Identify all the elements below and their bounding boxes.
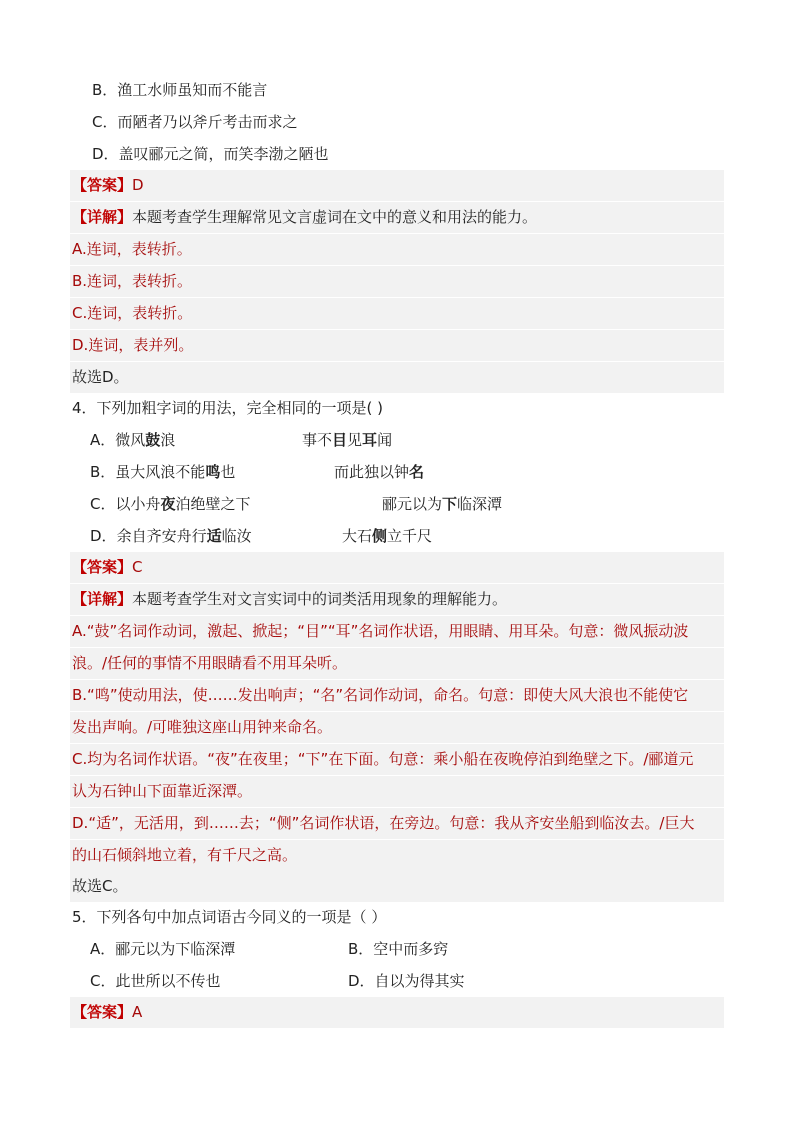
q4-option-c-second [382, 489, 502, 520]
q5-stem: 5．下列各句中加点词语古今同义的一项是（ ） [72, 908, 387, 926]
option-text: 泊绝壁之下 [175, 495, 251, 513]
q5-option-b: B．空中而多窍 [348, 940, 449, 958]
option-text: 临深潭 [457, 495, 503, 513]
q4-explain-a-2: 浪。/任何的事情不用眼睛看不用耳朵听。 [70, 648, 724, 679]
option-label: B． [90, 463, 116, 481]
bold-word: 鸣 [205, 463, 221, 481]
q4-option-a-second [302, 425, 392, 456]
bold-word: 鼓 [145, 431, 161, 449]
q5-options-row-2 [70, 966, 724, 997]
q3-explain-d: D.连词，表并列。 [70, 330, 724, 361]
detail-tag: 【详解】 [72, 208, 133, 226]
q4-option-c [70, 489, 724, 520]
answer-tag: 【答案】 [72, 176, 133, 194]
option-label: D． [90, 527, 117, 545]
detail-text: 本题考查学生理解常见文言虚词在文中的意义和用法的能力。 [132, 208, 538, 226]
option-label: C． [90, 495, 116, 513]
q4-explain-d-2: 的山石倾斜地立着，有千尺之高。 [70, 840, 724, 871]
q3-detail [70, 202, 724, 233]
option-text: 浪 [160, 431, 176, 449]
answer-value: A [132, 1003, 143, 1021]
q3-option-b: B．渔工水师虽知而不能言 [92, 81, 268, 99]
option-text: 虽大风浪不能 [115, 463, 206, 481]
option-label: A． [90, 431, 116, 449]
q5-answer [70, 997, 724, 1028]
q4-option-b [70, 457, 724, 488]
bold-word: 侧 [372, 527, 388, 545]
q5-options-row-1 [70, 934, 724, 965]
q4-explain-b-2: 发出声响。/可唯独这座山用钟来命名。 [70, 712, 724, 743]
answer-value: D [132, 176, 144, 194]
bold-word: 目 [332, 431, 348, 449]
bold-word: 夜 [160, 495, 176, 513]
bold-word: 适 [206, 527, 222, 545]
q4-explain-d-1: D.“适”，无活用，到……去；“侧”名词作状语，在旁边。句意：我从齐安坐船到临汝去。/巨大 [70, 808, 724, 839]
detail-tag: 【详解】 [72, 590, 133, 608]
q4-explain-c-2: 认为石钟山下面靠近深潭。 [70, 776, 724, 807]
option-text: 事不 [302, 431, 333, 449]
q4-option-a [70, 425, 724, 456]
q4-detail [70, 584, 724, 615]
option-text: 见 [347, 431, 363, 449]
q3-explain-a: A.连词，表转折。 [70, 234, 724, 265]
option-text: 而此独以钟 [334, 463, 410, 481]
q5-option-d: D．自以为得其实 [348, 972, 465, 990]
q4-option-b-second [334, 457, 424, 488]
option-text: 以小舟 [115, 495, 161, 513]
answer-tag: 【答案】 [72, 1003, 133, 1021]
option-text: 微风 [115, 431, 146, 449]
q4-conclusion: 故选C。 [70, 871, 724, 902]
option-text: 大石 [342, 527, 373, 545]
bold-word: 下 [442, 495, 458, 513]
q4-explain-b-1: B.“鸣”使动用法，使……发出响声；“名”名词作动词，命名。句意：即使大风大浪也不能使它 [70, 680, 724, 711]
bold-word: 名 [409, 463, 425, 481]
option-text: 也 [220, 463, 236, 481]
option-text: 郦元以为 [382, 495, 443, 513]
q3-explain-c: C.连词，表转折。 [70, 298, 724, 329]
q5-option-a: A．郦元以为下临深潭 [90, 940, 236, 958]
q3-option-d: D．盖叹郦元之简，而笑李渤之陋也 [92, 145, 329, 163]
q4-option-d [70, 521, 724, 552]
q3-option-c: C．而陋者乃以斧斤考击而求之 [92, 113, 298, 131]
q4-explain-c-1: C.均为名词作状语。“夜”在夜里；“下”在下面。句意：乘小船在夜晚停泊到绝壁之下。/郦道元 [70, 744, 724, 775]
q4-option-d-second [342, 521, 432, 552]
detail-text: 本题考查学生对文言实词中的词类活用现象的理解能力。 [132, 590, 508, 608]
q4-answer [70, 552, 724, 583]
q3-answer [70, 170, 724, 201]
q5-option-c: C．此世所以不传也 [90, 972, 221, 990]
bold-word: 耳 [362, 431, 378, 449]
option-text: 立千尺 [387, 527, 433, 545]
option-text: 余自齐安舟行 [116, 527, 207, 545]
q4-explain-a-1: A.“鼓”名词作动词，激起、掀起；“目”“耳”名词作状语，用眼睛、用耳朵。句意：微风振动波 [70, 616, 724, 647]
q4-stem: 4．下列加粗字词的用法，完全相同的一项是( ) [72, 399, 384, 417]
option-text: 临汝 [221, 527, 252, 545]
q3-conclusion: 故选D。 [70, 362, 724, 393]
answer-value: C [132, 558, 143, 576]
option-text: 闻 [377, 431, 393, 449]
q3-explain-b: B.连词，表转折。 [70, 266, 724, 297]
answer-tag: 【答案】 [72, 558, 133, 576]
